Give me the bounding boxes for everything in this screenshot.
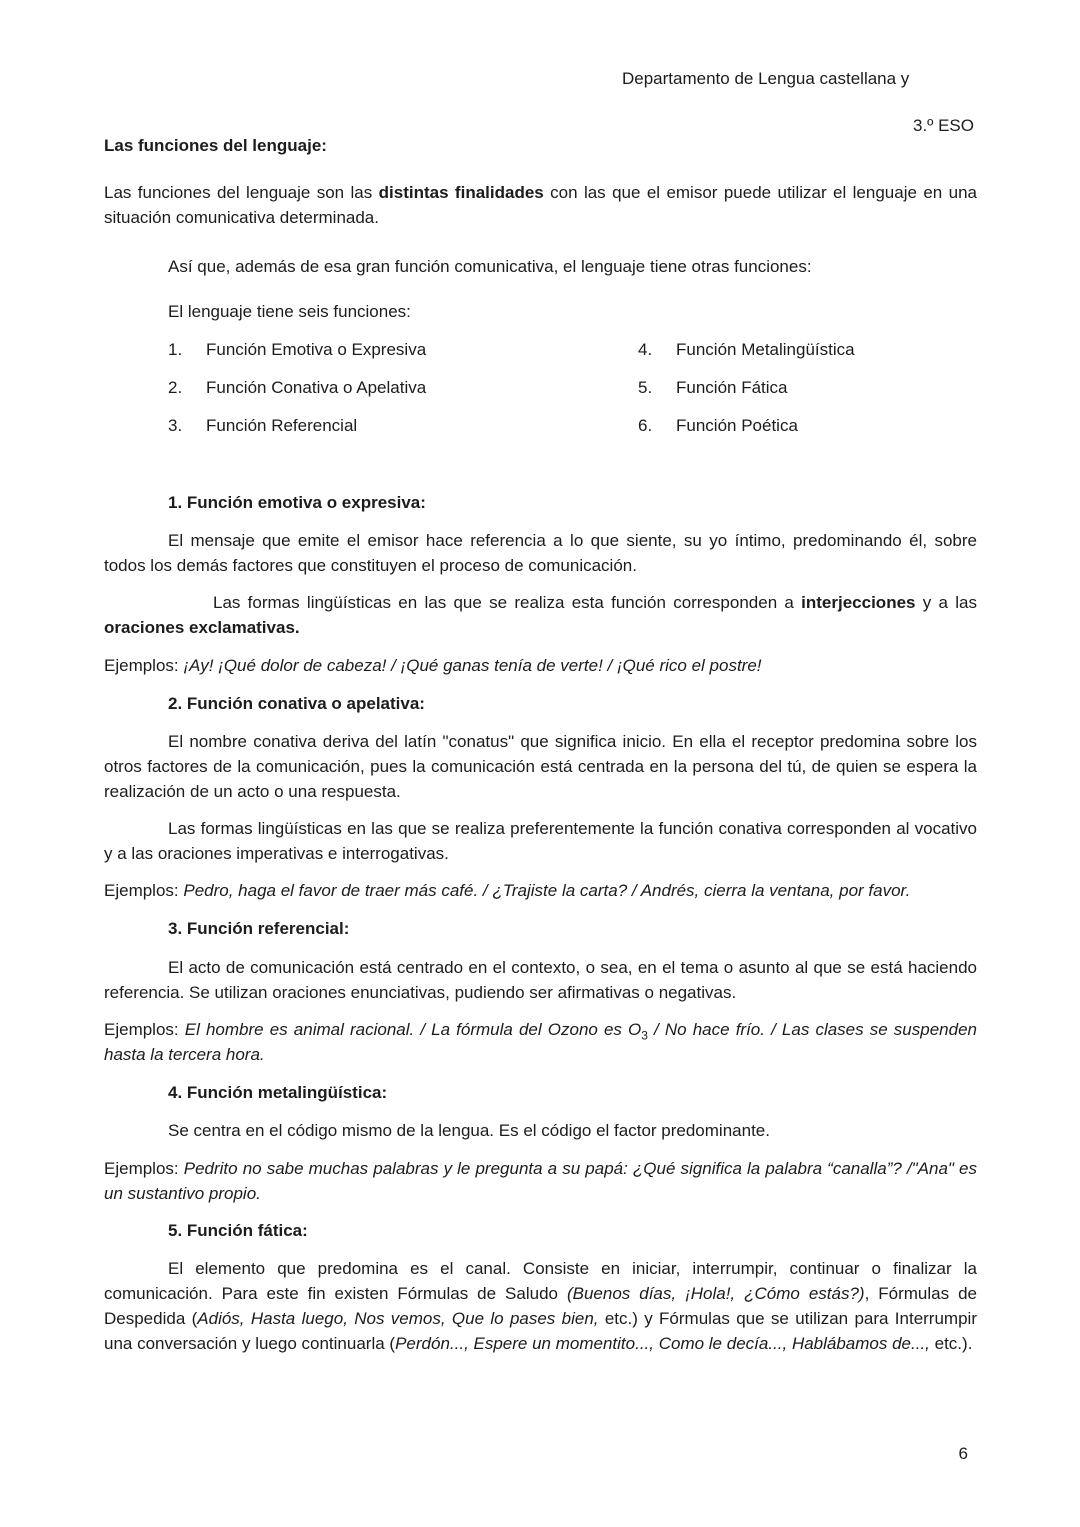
section-heading-referencial: 3. Función referencial: [168, 919, 350, 938]
section-heading-emotiva: 1. Función emotiva o expresiva: [168, 493, 426, 512]
list-item-label: Función Metalingüística [676, 340, 855, 359]
header-department: Departamento de Lengua castellana y [622, 69, 910, 88]
list-item [638, 413, 798, 438]
functions-intro: El lenguaje tiene seis funciones: [168, 302, 411, 321]
list-item [168, 375, 426, 400]
examples-label: Ejemplos: [104, 1159, 184, 1178]
section-paragraph: Se centra en el código mismo de la lengua. Es el código el factor predominante. [168, 1121, 770, 1140]
list-item-number: 3. [168, 416, 183, 435]
section-paragraph: El nombre conativa deriva del latín "conatus" que significa inicio. En ella el receptor predomina sobre los otros factores de la comunicación, pues la comunicación está centrada en la persona del tú, de quien se espera la realización de un acto o una respuesta. [104, 732, 977, 801]
section-paragraph: El acto de comunicación está centrado en el contexto, o sea, en el tema o asunto al que se está haciendo referencia. Se utilizan oraciones enunciativas, pudiendo ser afirmativas o negativas. [104, 958, 977, 1002]
header-course: 3.º ESO [912, 116, 974, 135]
section-paragraph [104, 590, 977, 640]
section-paragraph: El mensaje que emite el emisor hace referencia a lo que siente, su yo íntimo, predominando él, sobre todos los demás factores que constituyen el proceso de comunicación. [104, 531, 977, 575]
paragraph-text: etc.) y Fórmulas que se utilizan para Interrumpir una conversación y luego continuarla ( [104, 1309, 977, 1353]
paragraph-text: y a las [915, 593, 977, 612]
list-item-number: 1. [168, 340, 183, 359]
examples-line [104, 653, 977, 678]
examples-line [104, 1156, 977, 1206]
examples-line [104, 1017, 977, 1067]
list-item-number: 2. [168, 378, 183, 397]
paragraph-bold: interjecciones [801, 593, 916, 612]
examples-text: / No hace frío. / Las clases se suspenden hasta la tercera hora. [104, 1020, 977, 1064]
page-number: 6 [958, 1444, 968, 1463]
paragraph-text: El elemento que predomina es el canal. Consiste en iniciar, interrumpir, continuar o finalizar la comunicación. Para este fin existen Fórmulas de Saludo [104, 1259, 977, 1303]
list-item [168, 337, 426, 362]
intro-text-end: con las que el emisor puede utilizar el lenguaje en una situación comunicativa determinada. [104, 183, 977, 227]
intro-note: Así que, además de esa gran función comunicativa, el lenguaje tiene otras funciones: [168, 257, 812, 276]
list-item-label: Función Conativa o Apelativa [206, 378, 427, 397]
paragraph-italic: (Buenos días, ¡Hola!, ¿Cómo estás?) [566, 1284, 865, 1303]
list-item [168, 413, 357, 438]
paragraph-italic: Perdón..., Espere un momentito..., Como le decía..., Hablábamos de..., [395, 1334, 930, 1353]
section-paragraph: Las formas lingüísticas en las que se realiza preferentemente la función conativa corresponden al vocativo y a las oraciones imperativas e interrogativas. [104, 819, 977, 863]
examples-text: El hombre es animal racional. / La fórmula del Ozono es O [184, 1020, 642, 1039]
list-item-label: Función Referencial [206, 416, 358, 435]
list-item-number: 5. [638, 378, 653, 397]
list-item-number: 6. [638, 416, 653, 435]
list-item [638, 337, 855, 362]
paragraph-text: Las formas lingüísticas en las que se realiza esta función corresponden a [213, 593, 802, 612]
examples-text: Pedro, haga el favor de traer más café. / ¿Trajiste la carta? / Andrés, cierra la ventana, por favor. [183, 881, 911, 900]
list-item-label: Función Fática [676, 378, 788, 397]
section-heading-conativa: 2. Función conativa o apelativa: [168, 694, 425, 713]
section-heading-metalinguistica: 4. Función metalingüística: [168, 1083, 388, 1102]
subscript: 3 [641, 1028, 648, 1043]
examples-text: ¡Ay! ¡Qué dolor de cabeza! / ¡Qué ganas tenía de verte! / ¡Qué rico el postre! [183, 656, 762, 675]
paragraph-text: etc.). [929, 1334, 973, 1353]
examples-line [104, 878, 977, 903]
section-paragraph [104, 1256, 977, 1356]
paragraph-bold: oraciones exclamativas. [104, 618, 300, 637]
list-item-number: 4. [638, 340, 653, 359]
list-item-label: Función Poética [676, 416, 798, 435]
page-title: Las funciones del lenguaje: [104, 136, 327, 155]
intro-paragraph [104, 180, 977, 230]
intro-text: Las funciones del lenguaje son las [104, 183, 379, 202]
section-heading-fatica: 5. Función fática: [168, 1221, 308, 1240]
examples-label: Ejemplos: [104, 881, 184, 900]
intro-bold: distintas finalidades [378, 183, 544, 202]
list-item [638, 375, 788, 400]
list-item-label: Función Emotiva o Expresiva [206, 340, 427, 359]
paragraph-text: , Fórmulas de Despedida ( [104, 1284, 977, 1328]
examples-text: Pedrito no sabe muchas palabras y le pregunta a su papá: ¿Qué significa la palabra “canalla”? /"Ana" es un sustantivo propio. [104, 1159, 977, 1203]
examples-label: Ejemplos: [104, 656, 184, 675]
paragraph-italic: Adiós, Hasta luego, Nos vemos, Que lo pases bien, [197, 1309, 599, 1328]
examples-label: Ejemplos: [104, 1020, 185, 1039]
